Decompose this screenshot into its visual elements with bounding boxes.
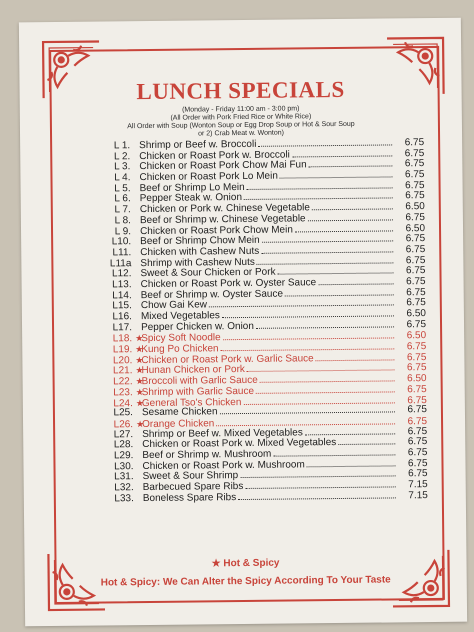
item-name: Chicken or Roast Pork w. Oyster Sauce (140, 277, 317, 291)
item-code: L 2. (113, 150, 131, 163)
item-price: 6.75 (406, 341, 427, 353)
item-name: Chicken or Roast Pork Chow Mein (139, 223, 293, 237)
item-code: L32. (114, 482, 134, 494)
dot-leader (247, 364, 395, 373)
item-price: 6.75 (406, 276, 426, 288)
item-code: L22. (113, 376, 133, 388)
item-name: General Tso's Chicken (141, 396, 242, 409)
item-code: L11a (109, 257, 132, 269)
item-code: L 5. (114, 182, 131, 195)
item-code: L15. (112, 300, 132, 312)
item-price: 6.75 (407, 383, 427, 396)
item-price: 6.75 (407, 425, 428, 437)
item-code: L 1. (113, 140, 131, 152)
hours-line: (Monday - Friday 11:00 am - 3:00 pm) (182, 105, 300, 114)
item-code: L11. (112, 247, 132, 259)
item-name: Shrimp or Beef w. Broccoli (139, 138, 257, 152)
item-name: Spicy Soft Noodle (141, 332, 221, 345)
item-name: Shrimp with Garlic Sauce (141, 385, 255, 398)
item-price: 6.75 (404, 158, 425, 170)
item-name: Sweet & Sour Chicken or Pork (140, 266, 276, 280)
star-icon: ★ (135, 344, 144, 355)
item-code: L 4. (114, 172, 131, 184)
item-name: Boneless Spare Ribs (142, 491, 237, 504)
soup-note-continued: or 2) Crab Meat w. Wonton) (198, 129, 284, 138)
item-name: Sweet & Sour Shrimp (142, 470, 239, 483)
item-code: L20. (112, 354, 133, 367)
dot-leader (318, 277, 393, 285)
menu-item-list (104, 138, 428, 505)
dot-leader (256, 320, 394, 328)
item-name: Shrimp or Beef w. Mixed Vegetables (142, 426, 303, 440)
item-name: Beef or Shrimp Chow Mein (140, 235, 260, 248)
soup-note: All Order with Soup (Wonton Soup or Egg Drop Soup or Hot & Sour Soup (127, 120, 355, 131)
item-name: Broccoli with Garlic Sauce (141, 374, 258, 388)
item-code: L13. (112, 279, 132, 291)
dot-leader (245, 480, 395, 489)
item-name: Chicken or Roast Pork w. Broccoli (139, 149, 290, 162)
item-price: 6.50 (405, 201, 425, 213)
dot-leader (292, 149, 392, 157)
item-code: L29. (113, 450, 134, 462)
item-name: Mixed Vegetables (140, 310, 220, 323)
item-name: Hunan Chicken or Pork (141, 364, 245, 377)
item-price: 6.75 (406, 297, 426, 309)
item-price: 6.75 (407, 415, 428, 428)
dot-leader (219, 406, 394, 415)
item-price: 6.75 (407, 447, 428, 459)
item-name: Beef or Shrimp Lo Mein (139, 181, 245, 194)
item-code: L 9. (114, 225, 132, 237)
item-price: 6.75 (406, 362, 427, 374)
star-icon: ★ (135, 354, 144, 365)
item-name: Pepper Chicken w. Onion (140, 320, 254, 333)
item-price: 6.50 (406, 330, 427, 342)
dot-leader (260, 375, 395, 383)
dot-leader (262, 235, 394, 243)
dot-leader (258, 138, 392, 146)
item-price: 6.75 (405, 265, 426, 277)
item-name: Chicken or Roast Pork w. Mushroom (142, 458, 305, 472)
item-code: L28. (113, 439, 134, 451)
item-name: Pepper Steak w. Onion (139, 192, 243, 205)
dot-leader (312, 203, 393, 211)
dot-leader (243, 396, 395, 405)
item-name: Chicken or Roast Pork Lo Mein (139, 170, 278, 184)
item-code: L16. (112, 311, 132, 323)
dot-leader (316, 353, 395, 361)
item-name: Beef or Shrimp w. Chinese Vegetable (139, 213, 306, 226)
item-price: 6.75 (406, 351, 427, 364)
item-code: L33. (114, 492, 134, 505)
item-code: L 3. (114, 161, 131, 173)
dot-leader (338, 438, 395, 446)
item-price: 6.75 (405, 179, 425, 192)
item-price: 6.75 (406, 286, 426, 298)
star-icon: ★ (136, 418, 145, 430)
dot-leader (221, 342, 395, 351)
item-name: Chicken or Roast Pork w. Garlic Sauce (141, 353, 314, 366)
item-name: Chicken or Roast Pork Chow Mai Fun (139, 159, 307, 173)
dot-leader (273, 448, 395, 456)
item-price: 6.75 (405, 243, 426, 256)
dot-leader (222, 309, 394, 318)
dot-leader (240, 470, 395, 479)
item-price: 6.75 (407, 457, 428, 469)
dot-leader (277, 267, 393, 275)
item-code: L19. (112, 344, 133, 356)
dot-leader (209, 299, 394, 308)
star-icon: ★ (135, 376, 144, 387)
menu-sheet (19, 18, 467, 627)
item-name: Beef or Shrimp w. Mushroom (142, 448, 272, 461)
item-name: Chicken with Cashew Nuts (140, 245, 260, 258)
item-price: 6.50 (405, 222, 426, 234)
item-price: 6.75 (404, 147, 425, 159)
dot-leader (309, 160, 393, 168)
item-name: Kung Po Chicken (141, 343, 219, 356)
star-icon: ★ (135, 365, 144, 376)
page-title: LUNCH SPECIALS (136, 76, 345, 105)
item-name: Beef or Shrimp w. Oyster Sauce (140, 288, 284, 301)
item-code: L26. (113, 419, 134, 431)
dot-leader (308, 213, 393, 221)
item-price: 6.75 (407, 394, 427, 406)
item-price: 6.75 (404, 137, 425, 149)
item-code: L 8. (114, 214, 131, 227)
item-price: 6.75 (406, 318, 427, 330)
dot-leader (238, 491, 396, 500)
item-price: 7.15 (408, 489, 428, 501)
item-price: 6.75 (404, 169, 425, 181)
dot-leader (295, 224, 393, 232)
item-name: Chow Gai Kew (140, 299, 208, 312)
dot-leader (261, 245, 393, 253)
item-name: Chicken or Roast Pork w. Mixed Vegetables (142, 437, 337, 451)
item-price: 6.75 (407, 404, 427, 416)
item-code: L 7. (114, 204, 131, 216)
item-code: L10. (111, 236, 132, 248)
dot-leader (256, 385, 395, 393)
star-icon: ★ (135, 333, 144, 344)
item-name: Sesame Chicken (141, 406, 218, 419)
spicy-legend-label: Hot & Spicy (223, 557, 280, 570)
dot-leader (223, 332, 395, 341)
item-price: 7.15 (408, 479, 428, 491)
item-code: L21. (112, 365, 133, 377)
dot-leader (247, 181, 393, 190)
item-code: L23. (113, 386, 133, 399)
dot-leader (285, 288, 394, 296)
item-price: 6.50 (407, 373, 427, 385)
item-name: Orange Chicken (142, 418, 215, 430)
spicy-note: Hot & Spicy: We Can Alter the Spicy According To Your Taste (100, 574, 391, 589)
item-code: L27. (113, 428, 134, 440)
item-price: 6.75 (407, 436, 428, 448)
item-price: 6.75 (408, 468, 428, 480)
item-price: 6.75 (405, 211, 425, 224)
item-code: L25. (113, 407, 134, 419)
dot-leader (280, 170, 393, 178)
dot-leader (257, 256, 394, 264)
dot-leader (305, 427, 395, 435)
dot-leader (307, 459, 396, 467)
item-code: L31. (114, 471, 134, 483)
dot-leader (244, 192, 393, 201)
item-code: L30. (113, 460, 134, 472)
dot-leader (216, 417, 395, 426)
star-icon: ★ (135, 397, 144, 408)
star-icon: ★ (135, 386, 144, 397)
item-name: Shrimp with Cashew Nuts (140, 256, 255, 269)
item-code: L14. (112, 289, 132, 301)
item-name: Barbecued Spare Ribs (142, 481, 244, 494)
item-code: L17. (112, 321, 133, 334)
item-price: 6.75 (405, 233, 426, 245)
item-price: 6.75 (405, 254, 426, 266)
item-code: L 6. (114, 193, 131, 205)
rice-note: (All Order with Pork Fried Rice or White Rice) (170, 113, 312, 122)
item-name: Chicken or Pork w. Chinese Vegetable (139, 202, 310, 216)
item-price: 6.75 (405, 190, 425, 202)
item-price: 6.50 (406, 308, 426, 320)
star-icon: ★ (211, 558, 221, 570)
item-code: L18. (112, 333, 133, 345)
item-code: L12. (111, 268, 132, 280)
item-code: L24. (113, 397, 133, 409)
